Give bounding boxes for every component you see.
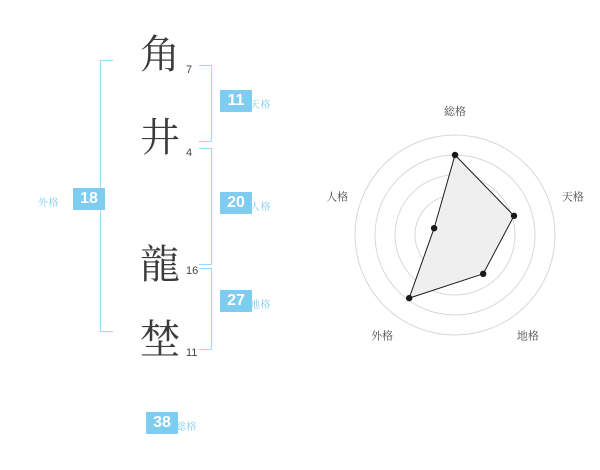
kanji-char-1: 角: [140, 32, 180, 78]
kanji-char-4: 埜: [140, 317, 180, 363]
outer-score-label: 外格: [38, 198, 59, 209]
chikaku-bracket: [199, 268, 212, 350]
tenkaku-bracket: [199, 65, 212, 142]
chikaku-score-value: 27: [220, 290, 252, 312]
stroke-count-3: 16: [186, 265, 199, 277]
tenkaku-score-value: 11: [220, 90, 252, 112]
jinkaku-bracket: [199, 148, 212, 265]
stroke-count-2: 4: [186, 147, 193, 159]
tenkaku-score-label: 天格: [250, 100, 271, 111]
radar-axis-label-天格: 天格: [561, 190, 584, 204]
radar-point-人格: [431, 225, 437, 231]
stroke-count-1: 7: [186, 64, 193, 76]
kanji-char-2: 井: [140, 115, 180, 161]
radar-point-外格: [406, 295, 412, 301]
radar-axis-label-人格: 人格: [326, 190, 349, 204]
soukaku-score-label: 総格: [176, 422, 197, 433]
radar-chart-panel: [310, 0, 600, 470]
radar-chart: [310, 105, 600, 365]
radar-axis-label-外格: 外格: [371, 329, 394, 343]
jinkaku-score-label: 人格: [250, 202, 271, 213]
chikaku-score-label: 地格: [250, 300, 271, 311]
kanji-char-3: 龍: [140, 242, 180, 288]
jinkaku-score-value: 20: [220, 192, 252, 214]
radar-axis-label-総格: 総格: [444, 105, 466, 118]
radar-point-地格: [480, 271, 486, 277]
outer-score-value: 18: [73, 188, 105, 210]
soukaku-score-value: 38: [146, 412, 178, 434]
radar-axis-label-地格: 地格: [516, 329, 539, 343]
radar-point-天格: [511, 213, 517, 219]
stroke-count-4: 11: [186, 347, 198, 359]
radar-point-総格: [452, 152, 458, 158]
